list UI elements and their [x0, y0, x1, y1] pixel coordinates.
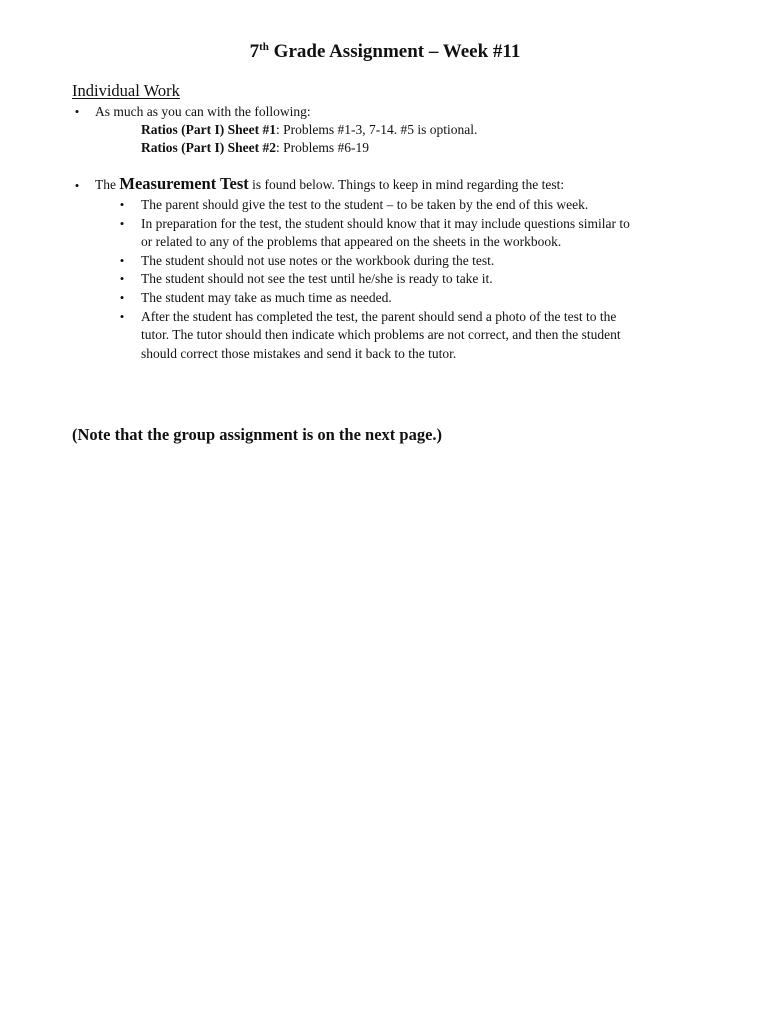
bullet-icon: • — [119, 197, 125, 212]
title-text: Grade Assignment – Week #11 — [268, 41, 521, 62]
title-grade-number: 7 — [249, 41, 260, 62]
sheet-name: Ratios (Part I) Sheet #2 — [141, 140, 276, 155]
sheet-line-2 — [141, 139, 369, 157]
title-superscript: th — [259, 41, 269, 53]
guideline-text-line: The student should not use notes or the workbook during the test. — [141, 252, 495, 268]
bullet-icon: • — [119, 252, 125, 268]
section-heading-individual-work: Individual Work — [72, 81, 180, 100]
guideline-item — [117, 270, 707, 289]
test-name: Measurement Test — [119, 174, 249, 193]
guideline-item — [117, 196, 707, 215]
guideline-text-line: After the student has completed the test, the parent should send a photo of the test to the — [141, 308, 617, 324]
guideline-item — [117, 252, 707, 271]
guideline-text-line: The parent should give the test to the student – to be taken by the end of this week. — [141, 197, 589, 212]
group-assignment-note: (Note that the group assignment is on the next page.) — [72, 425, 443, 444]
bullet-icon: • — [119, 215, 125, 231]
measurement-test-intro — [95, 175, 564, 195]
page-title — [0, 40, 770, 64]
intro-text: As much as you can with the following: — [95, 104, 311, 119]
bullet-icon: • — [74, 178, 80, 193]
sheet-name: Ratios (Part I) Sheet #1 — [141, 122, 276, 137]
sheet-detail: : Problems #1-3, 7-14. #5 is optional. — [275, 122, 478, 137]
sheet-line-1 — [141, 121, 477, 139]
bullet-icon: • — [119, 289, 125, 305]
guideline-item — [117, 215, 707, 252]
sheet-detail: : Problems #6-19 — [275, 140, 369, 155]
guideline-text-line: should correct those mistakes and send it back to the tutor. — [141, 345, 457, 361]
bullet-icon: • — [119, 308, 125, 324]
guideline-text-line: tutor. The tutor should then indicate which problems are not correct, and then the student — [141, 327, 621, 343]
guideline-text-line: In preparation for the test, the student should know that it may include questions similar to — [141, 215, 630, 231]
guideline-text-line: The student should not see the test until he/she is ready to take it. — [141, 271, 493, 287]
guideline-item — [117, 308, 707, 364]
guideline-text-line: The student may take as much time as needed. — [141, 289, 392, 305]
bullet-icon: • — [74, 104, 80, 119]
test-guidelines-list — [117, 196, 707, 363]
guideline-item — [117, 289, 707, 308]
lead-text: The — [95, 177, 120, 192]
bullet-icon: • — [119, 271, 125, 287]
tail-text: is found below. Things to keep in mind regarding the test: — [248, 177, 565, 192]
guideline-text-line: or related to any of the problems that appeared on the sheets in the workbook. — [141, 234, 562, 250]
